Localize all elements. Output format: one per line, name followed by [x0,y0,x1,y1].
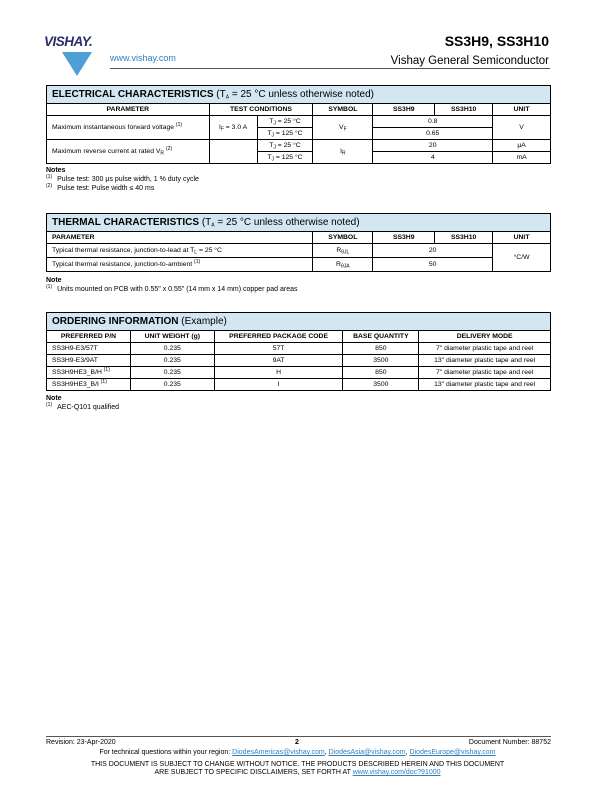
weight-cell: 0.235 [130,355,214,367]
disclaimer-line: THIS DOCUMENT IS SUBJECT TO CHANGE WITHOUT NOTICE. THE PRODUCTS DESCRIBED HEREIN AND THIS DOCUMENT [90,761,505,768]
note-item: $^{(1)}$ Units mounted on PCB with 0.55" x 0.55" (14 mm x 14 mm) copper pad areas [46,284,298,293]
temperature-cell: $T_J = 25$ °C [257,116,313,128]
header-divider [110,68,550,69]
thermal-characteristics-table [46,213,551,272]
weight-cell: 0.235 [130,379,214,391]
website-link[interactable]: www.vishay.com [110,53,176,63]
email-americas-link[interactable]: DiodesAmericas@vishay.com [232,749,325,756]
vishay-logo-text: VISHAY. [44,34,93,49]
part-number-cell: SS3H9HE3_B/I $^{(1)}$ [47,379,131,391]
temperature-cell: $T_J = 25$ °C [257,140,313,152]
document-number: Document Number: 88752 [468,739,551,746]
disclaimer-link[interactable]: www.vishay.com/doc?91000 [352,769,441,776]
symbol-cell: $V_F$ [313,116,373,140]
table-row [47,355,551,367]
column-header: BASE QUANTITY [343,331,419,343]
column-header: PREFERRED PACKAGE CODE [214,331,343,343]
value-cell: 4 [373,152,493,164]
column-header: SS3H9 [373,232,435,244]
note-item: $^{(1)}$ AEC-Q101 qualified [46,402,119,411]
symbol-cell: $I_R$ [313,140,373,164]
column-header: SYMBOL [313,104,373,116]
test-condition-cell [209,140,257,164]
parameter-cell: Typical thermal resistance, junction-to-ambient $^{(1)}$ [47,258,313,272]
package-code-cell: H [214,367,343,379]
value-cell: 0.8 [373,116,493,128]
column-header: SS3H10 [435,104,493,116]
package-code-cell: 9AT [214,355,343,367]
electrical-notes [46,166,199,193]
column-header: PARAMETER [47,104,210,116]
page-number: 2 [295,739,299,746]
table-row [47,379,551,391]
parameter-cell: Typical thermal resistance, junction-to-lead at $T_L = 25$ °C [47,244,313,258]
company-division: Vishay General Semiconductor [390,55,549,67]
value-cell: 20 [373,140,493,152]
column-header: TEST CONDITIONS [209,104,313,116]
note-item: $^{(2)}$ Pulse test: Pulse width ≤ 40 ms [46,183,155,192]
thermal-notes [46,276,297,294]
parameter-cell: Maximum reverse current at rated $V_R$ $^{(2)}$ [47,140,210,164]
package-code-cell: 57T [214,343,343,355]
note-item: $^{(1)}$ Pulse test: 300 μs pulse width, 1 % duty cycle [46,174,199,183]
column-header: PREFERRED P/N [47,331,131,343]
column-header: SYMBOL [313,232,373,244]
unit-cell: μA [493,140,551,152]
table-title: THERMAL CHARACTERISTICS ($T_A = 25$ °C unless otherwise noted) [47,214,551,232]
quantity-cell: 3500 [343,355,419,367]
column-header: PARAMETER [47,232,313,244]
part-number-cell: SS3H9-E3/9AT [47,355,131,367]
notes-heading: Note [46,277,62,284]
delivery-mode-cell: 13" diameter plastic tape and reel [419,379,551,391]
temperature-cell: $T_J = 125$ °C [257,152,313,164]
quantity-cell: 850 [343,343,419,355]
value-cell: 0.65 [373,128,493,140]
quantity-cell: 3500 [343,379,419,391]
table-row [47,343,551,355]
column-header: DELIVERY MODE [419,331,551,343]
disclaimer-line: ARE SUBJECT TO SPECIFIC DISCLAIMERS, SET FORTH AT www.vishay.com/doc?91000 [154,769,441,776]
parameter-cell: Maximum instantaneous forward voltage $^{(1)}$ [47,116,210,140]
delivery-mode-cell: 7" diameter plastic tape and reel [419,367,551,379]
notes-heading: Note [46,395,62,402]
package-code-cell: I [214,379,343,391]
revision-date: Revision: 23-Apr-2020 [46,739,116,746]
table-row [47,367,551,379]
ordering-information-table [46,312,551,391]
unit-cell: °C/W [493,244,551,272]
column-header: UNIT WEIGHT (g) [130,331,214,343]
email-europe-link[interactable]: DiodesEurope@vishay.com [409,749,496,756]
column-header: UNIT [493,104,551,116]
value-cell: 20 [373,244,493,258]
column-header: UNIT [493,232,551,244]
symbol-cell: $R_{\theta JA}$ [313,258,373,272]
table-title: ORDERING INFORMATION (Example) [47,313,551,331]
unit-cell: mA [493,152,551,164]
column-header: SS3H9 [373,104,435,116]
electrical-characteristics-table [46,85,551,164]
notes-heading: Notes [46,167,66,174]
table-title: ELECTRICAL CHARACTERISTICS ($T_A = 25$ °C unless otherwise noted) [47,86,551,104]
delivery-mode-cell: 13" diameter plastic tape and reel [419,355,551,367]
weight-cell: 0.235 [130,343,214,355]
part-numbers: SS3H9, SS3H10 [444,33,549,49]
test-condition-cell: $I_F = 3.0$ A [209,116,257,140]
email-asia-link[interactable]: DiodesAsia@vishay.com [328,749,406,756]
unit-cell: V [493,116,551,140]
delivery-mode-cell: 7" diameter plastic tape and reel [419,343,551,355]
weight-cell: 0.235 [130,367,214,379]
part-number-cell: SS3H9-E3/57T [47,343,131,355]
symbol-cell: $R_{\theta JL}$ [313,244,373,258]
temperature-cell: $T_J = 125$ °C [257,128,313,140]
footer-divider [46,736,551,737]
ordering-notes [46,394,119,412]
part-number-cell: SS3H9HE3_B/H $^{(1)}$ [47,367,131,379]
technical-contacts: For technical questions within your region: DiodesAmericas@vishay.com, DiodesAsia@vishay.com, DiodesEurope@vishay.com [99,749,496,756]
quantity-cell: 850 [343,367,419,379]
value-cell: 50 [373,258,493,272]
column-header: SS3H10 [435,232,493,244]
